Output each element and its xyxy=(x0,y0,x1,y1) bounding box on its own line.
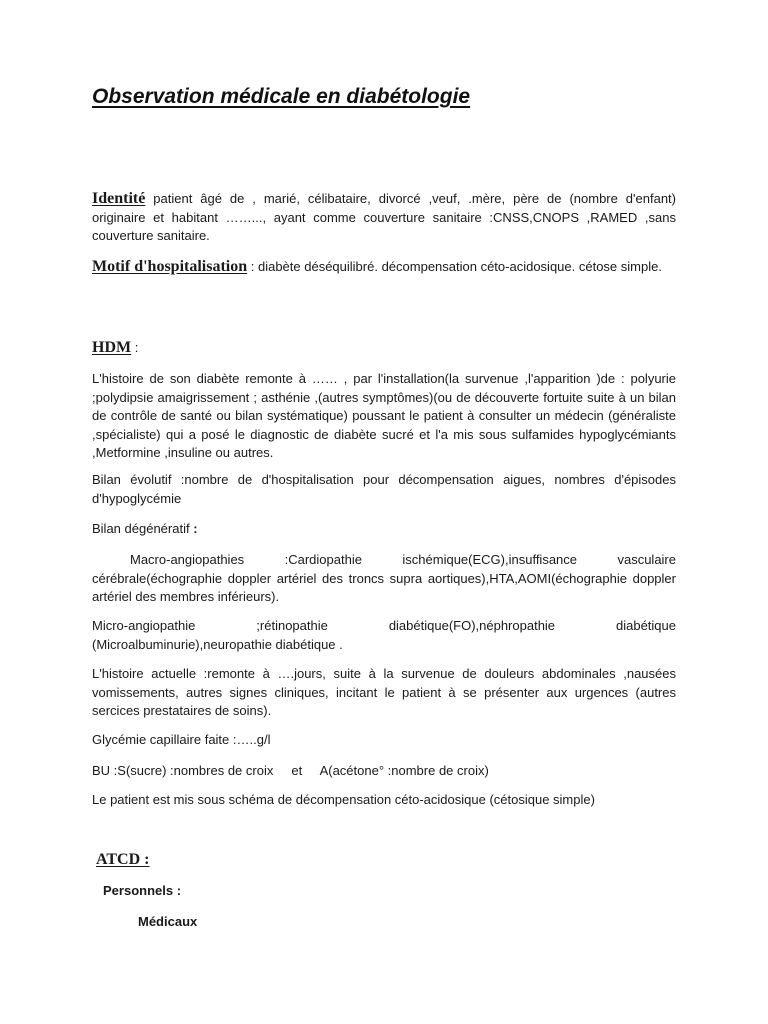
hdm-heading: HDM xyxy=(92,339,132,356)
atcd-heading: ATCD : xyxy=(96,851,150,868)
bilan-degeneratif-line xyxy=(92,520,676,539)
motif-text: : diabète déséquilibré. décompensation céto-acidosique. cétose simple. xyxy=(247,259,662,274)
atcd-personnels: Personnels : xyxy=(103,883,182,898)
identite-text: patient âgé de , marié, célibataire, divorcé ,veuf, .mère, père de (nombre d'enfant) originaire et habitant ……..., ayant comme couverture sanitaire :CNSS,CNOPS ,RAMED ,sans couverture sanitaire. xyxy=(92,191,676,243)
hdm-paragraph-actuelle: L'histoire actuelle :remonte à ….jours, suite à la survenue de douleurs abdominales ,nausées vomissements, autres signes cliniques, incitant le patient à se présenter aux urgences (autres sercices prestataires de soins). xyxy=(92,666,676,718)
hdm-paragraph-1: L'histoire de son diabète remonte à …… , par l'installation(la survenue ,l'apparition )de : polyurie ;polydipsie amaigrissement ; asthénie ,(autres symptômes)(ou de découverte fortuite suite à un bilan de contrôle de santé ou bilan systématique) poussant le patient à consulter un médecin (généraliste ,spécialiste) qui a posé le diagnostic de diabète sucré et l'a mis sous sulfamides hypoglycémiants ,Metformine ,insuline ou autres. xyxy=(92,371,676,460)
identite-paragraph xyxy=(92,190,676,246)
hdm-paragraph-2: Bilan évolutif :nombre de d'hospitalisation pour décompensation aigues, nombres d'épisodes d'hypoglycémie xyxy=(92,472,676,506)
bilan-degeneratif-label: Bilan dégénératif xyxy=(92,521,194,536)
page-title: Observation médicale en diabétologie xyxy=(92,85,471,108)
motif-heading: Motif d'hospitalisation xyxy=(92,258,248,275)
hdm-paragraph-macro: Macro-angiopathies :Cardiopathie ischémique(ECG),insuffisance vasculaire cérébrale(échographie doppler artériel des troncs supra aortiques),HTA,AOMI(échographie doppler artériel des membres inférieurs). xyxy=(92,552,676,604)
hdm-colon: : xyxy=(131,340,139,355)
bilan-degeneratif-colon: : xyxy=(193,521,198,536)
identite-heading: Identité xyxy=(92,190,146,207)
hdm-paragraph-schema: Le patient est mis sous schéma de décompensation céto-acidosique (cétosique simple) xyxy=(92,792,595,807)
atcd-heading-line xyxy=(96,851,680,870)
hdm-paragraph-micro: Micro-angiopathie ;rétinopathie diabétique(FO),néphropathie diabétique (Microalbuminurie),neuropathie diabétique . xyxy=(92,618,676,652)
hdm-heading-line xyxy=(92,339,676,358)
atcd-medicaux: Médicaux xyxy=(138,914,198,929)
hdm-paragraph-glycemie: Glycémie capillaire faite :…..g/l xyxy=(92,732,271,747)
hdm-paragraph-bu: BU :S(sucre) :nombres de croix et A(acétone° :nombre de croix) xyxy=(92,763,489,778)
motif-paragraph xyxy=(92,258,676,277)
